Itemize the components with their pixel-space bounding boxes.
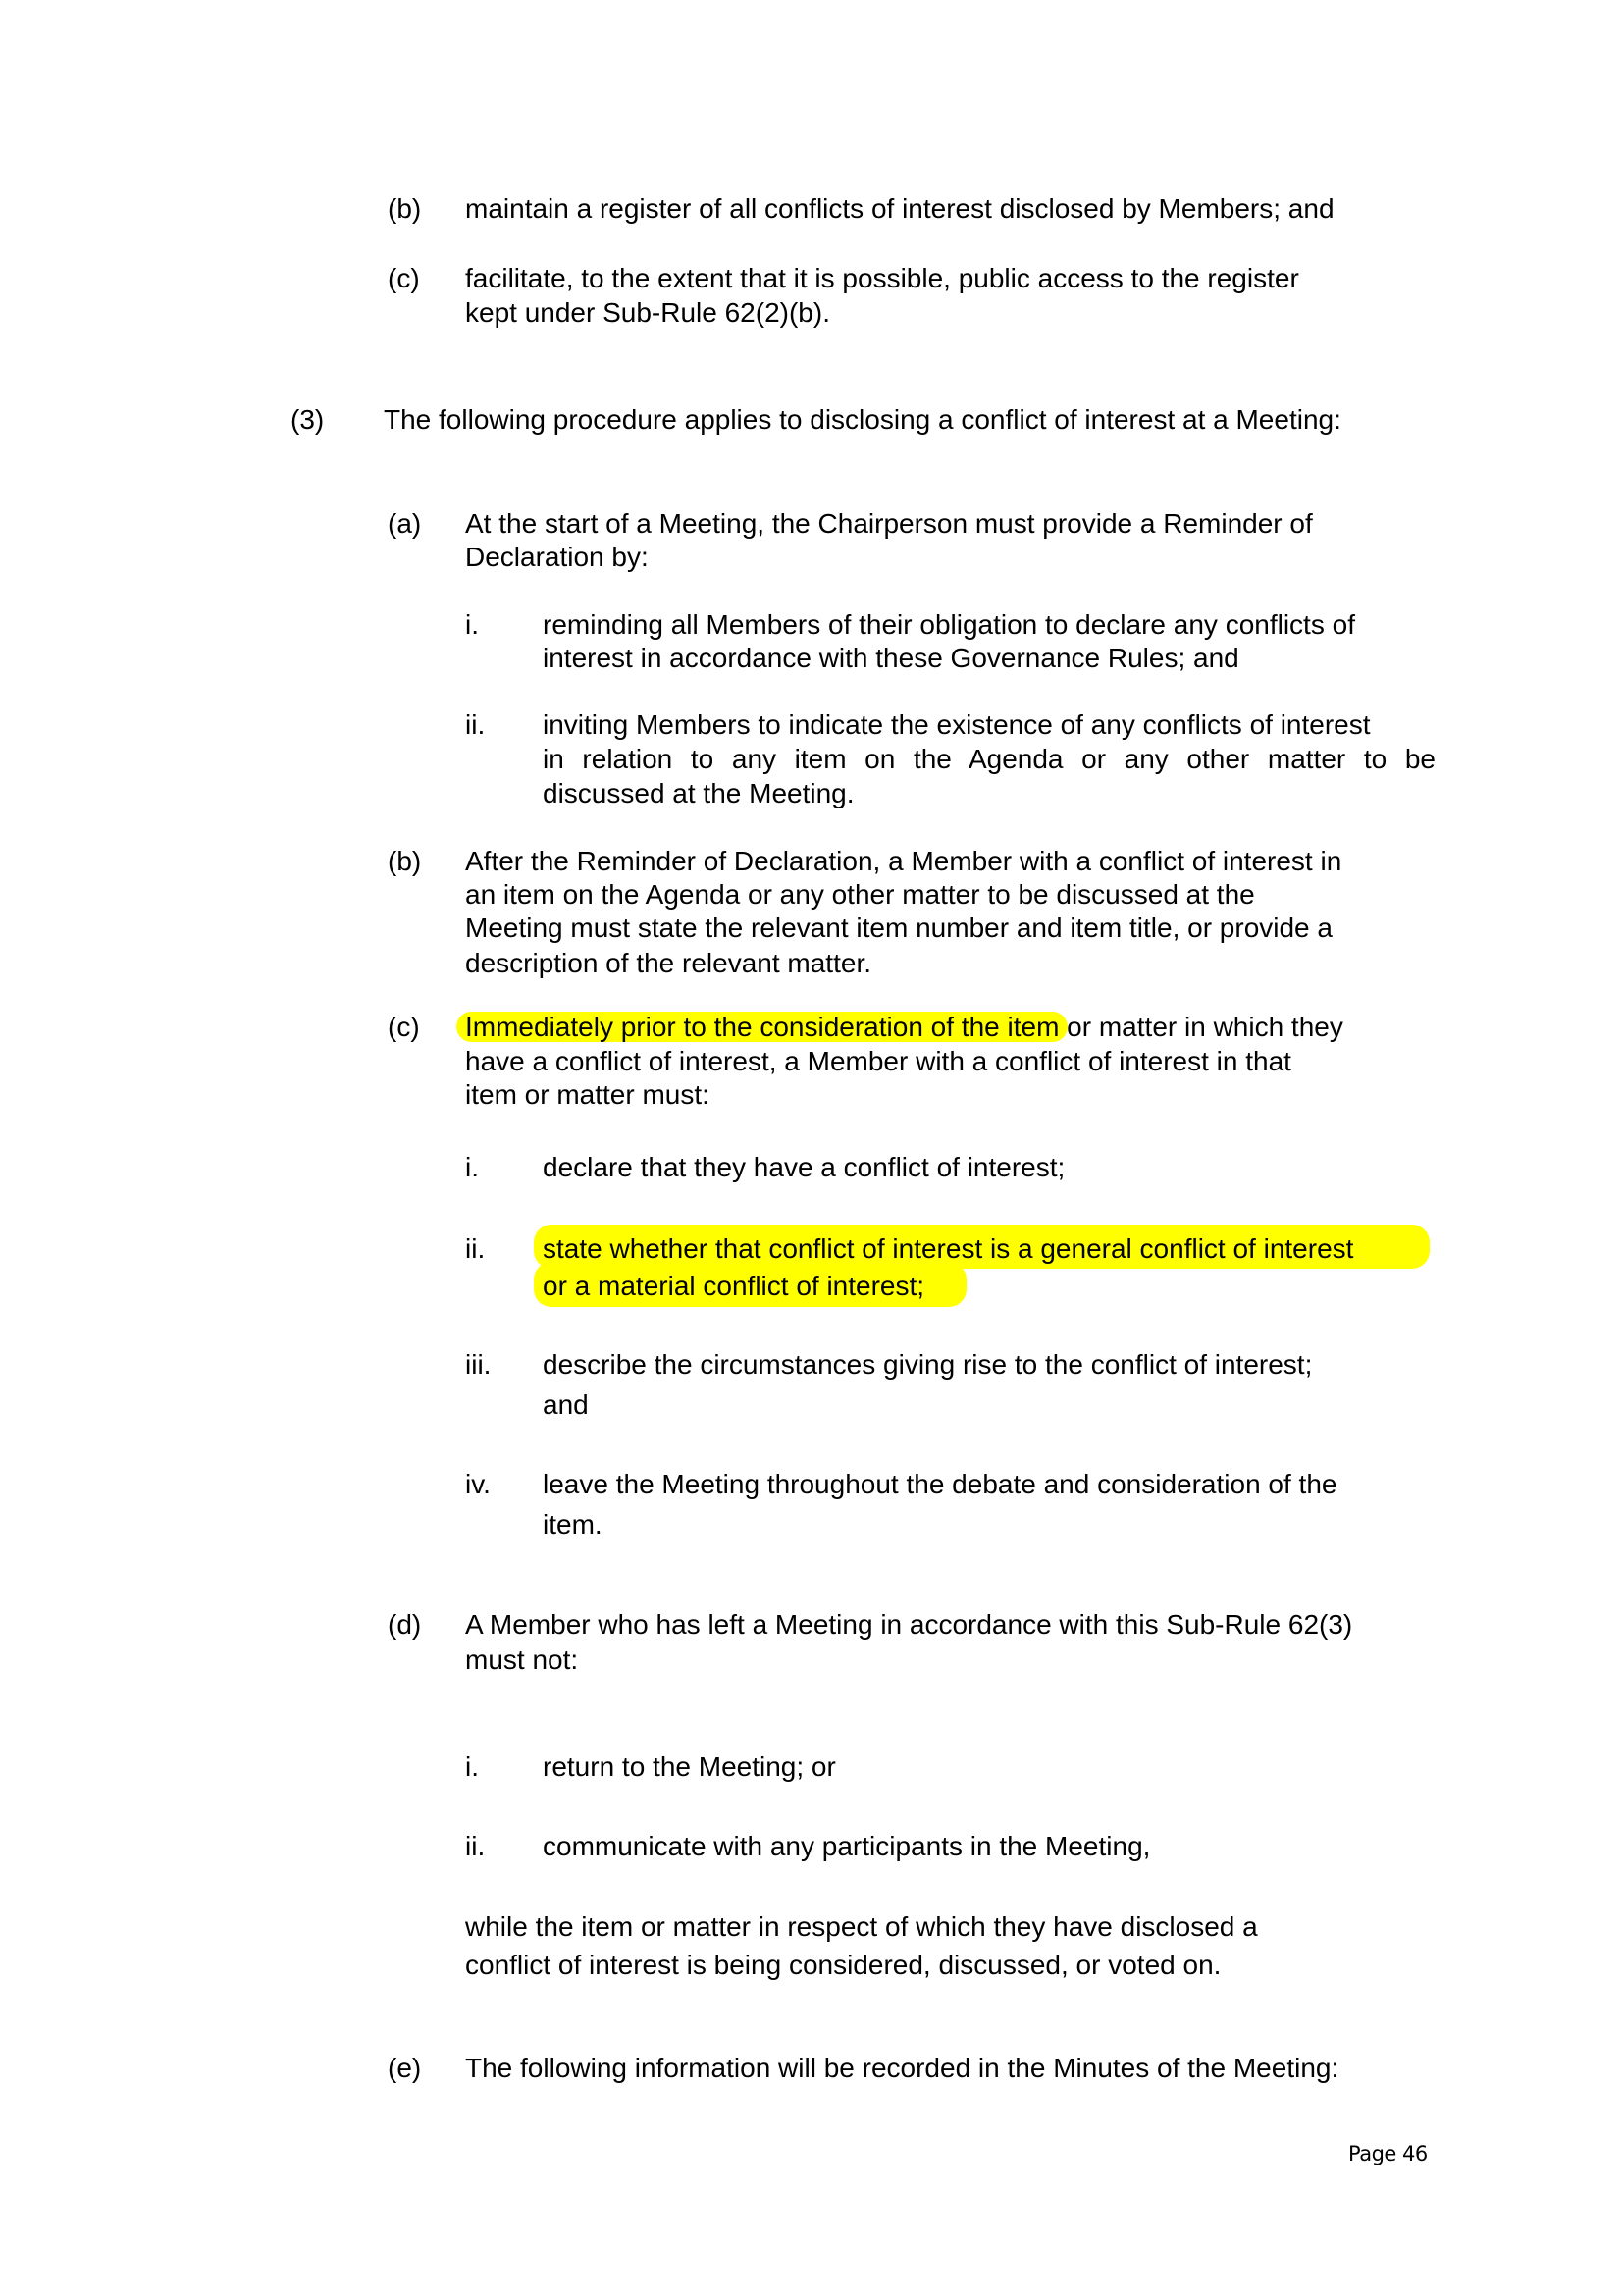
section-label: (3) xyxy=(290,404,325,435)
item-label: (b) xyxy=(388,846,422,876)
item-label: (a) xyxy=(388,508,422,539)
item-text-line: maintain a register of all conflicts of interest disclosed by Members; and xyxy=(465,193,1335,224)
item-text-line: conflict of interest is being considered, discussed, or voted on. xyxy=(465,1950,1222,1980)
subitem-label: i. xyxy=(465,1751,479,1782)
subitem-label: iii. xyxy=(465,1349,492,1380)
item-label: (d) xyxy=(388,1609,422,1640)
subitem-text-line: interest in accordance with these Governance Rules; and xyxy=(543,643,1239,673)
page-number: Page 46 xyxy=(1348,2142,1428,2165)
item-text-line: item or matter must: xyxy=(465,1079,709,1110)
item-text-line: At the start of a Meeting, the Chairperson must provide a Reminder of xyxy=(465,508,1313,539)
section-text: The following procedure applies to disclosing a conflict of interest at a Meeting: xyxy=(384,404,1341,435)
item-text-line: an item on the Agenda or any other matter to be discussed at the xyxy=(465,879,1255,910)
subitem-label: iv. xyxy=(465,1469,491,1499)
item-text-line: Declaration by: xyxy=(465,542,649,572)
item-label: (e) xyxy=(388,2053,422,2083)
subitem-label: ii. xyxy=(465,709,486,740)
subitem-text-line: or a material conflict of interest; xyxy=(543,1271,925,1301)
subitem-text-line: inviting Members to indicate the existence of any conflicts of interest xyxy=(543,709,1371,740)
subitem-label: ii. xyxy=(465,1233,486,1264)
item-text-line xyxy=(465,1010,1343,1044)
item-text-line: A Member who has left a Meeting in accordance with this Sub-Rule 62(3) xyxy=(465,1609,1353,1640)
subitem-text-line: reminding all Members of their obligation to declare any conflicts of xyxy=(543,609,1355,640)
subitem-text-line: item. xyxy=(543,1509,602,1539)
subitem-label: i. xyxy=(465,1152,479,1182)
item-text-line: must not: xyxy=(465,1644,579,1675)
subitem-text-line: in relation to any item on the Agenda or any other matter to be xyxy=(543,744,1436,774)
item-text-line: After the Reminder of Declaration, a Member with a conflict of interest in xyxy=(465,846,1342,876)
item-label: (c) xyxy=(388,263,420,293)
item-text-segment: or matter in which they xyxy=(1059,1012,1343,1042)
item-text-line: The following information will be recorded in the Minutes of the Meeting: xyxy=(465,2053,1339,2083)
subitem-text-line: discussed at the Meeting. xyxy=(543,778,855,808)
item-text-line: description of the relevant matter. xyxy=(465,948,871,978)
subitem-text-line: leave the Meeting throughout the debate and consideration of the xyxy=(543,1469,1337,1499)
subitem-text-line: declare that they have a conflict of interest; xyxy=(543,1152,1066,1182)
item-text-line: while the item or matter in respect of which they have disclosed a xyxy=(465,1911,1258,1942)
item-label: (c) xyxy=(388,1012,420,1042)
subitem-text-line: state whether that conflict of interest is a general conflict of interest xyxy=(543,1233,1354,1264)
item-text-line: facilitate, to the extent that it is possible, public access to the register xyxy=(465,263,1299,293)
subitem-text-line: describe the circumstances giving rise to the conflict of interest; xyxy=(543,1349,1313,1380)
item-text-line: Meeting must state the relevant item number and item title, or provide a xyxy=(465,913,1333,943)
highlighted-text: Immediately prior to the consideration of the item xyxy=(456,1012,1068,1042)
subitem-text-line: and xyxy=(543,1389,589,1420)
item-text-line: have a conflict of interest, a Member with a conflict of interest in that xyxy=(465,1046,1291,1076)
item-label: (b) xyxy=(388,193,422,224)
subitem-text-line: communicate with any participants in the Meeting, xyxy=(543,1831,1151,1861)
subitem-label: i. xyxy=(465,609,479,640)
item-text-line: kept under Sub-Rule 62(2)(b). xyxy=(465,297,830,328)
subitem-text-line: return to the Meeting; or xyxy=(543,1751,836,1782)
subitem-label: ii. xyxy=(465,1831,486,1861)
